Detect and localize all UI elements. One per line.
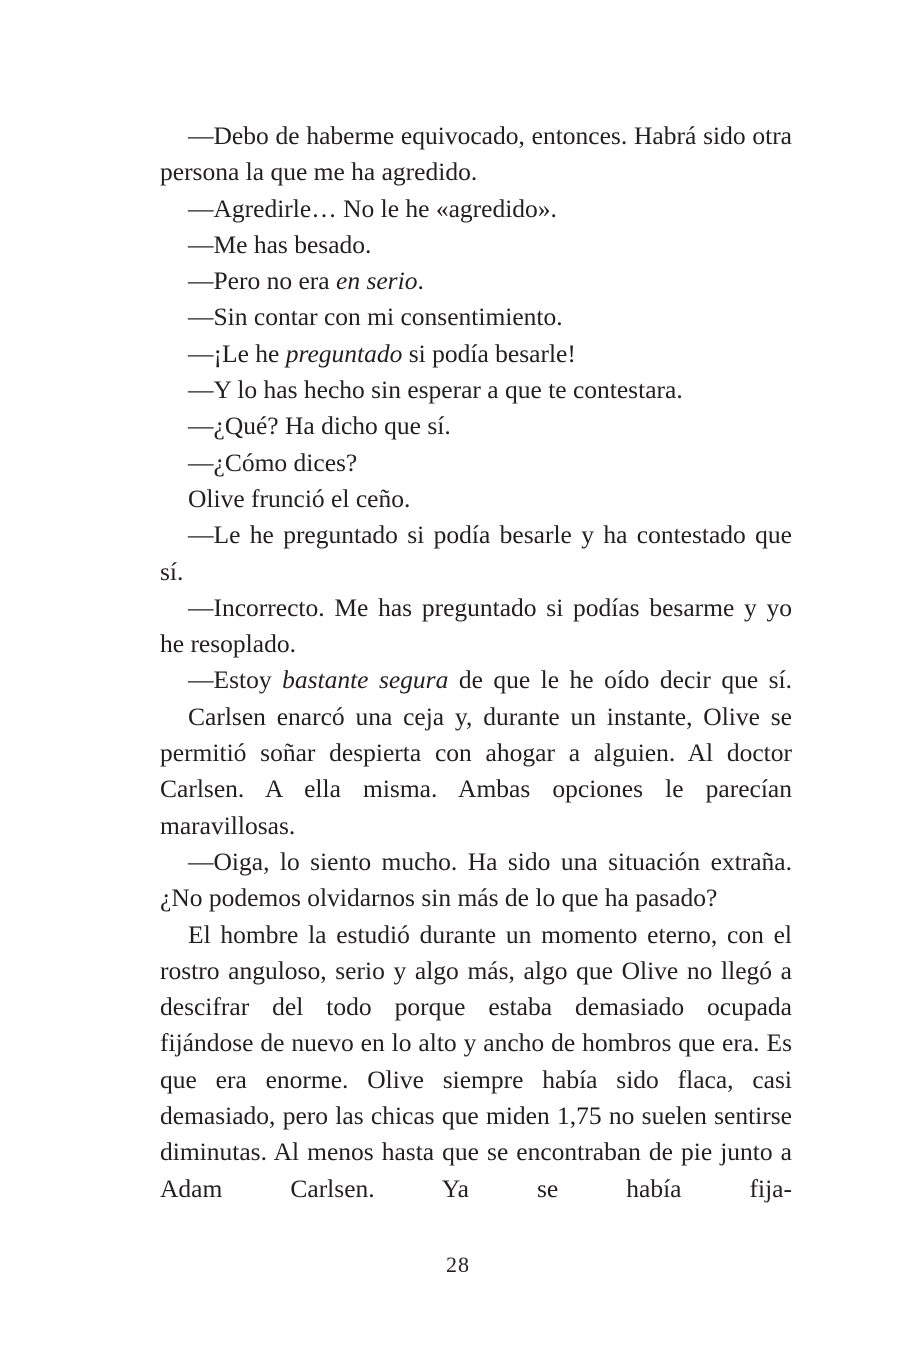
paragraph — [160, 517, 792, 590]
italic-text: bastante segura — [282, 665, 449, 695]
text-run: de que le he oído decir que sí. — [448, 665, 793, 695]
text-run: —Sin contar con mi consentimiento. — [188, 302, 563, 332]
text-run: —Agredirle… No le he «agredido». — [188, 193, 557, 223]
text-run: —¡Le he — [188, 338, 286, 368]
text-run: si podía besarle! — [402, 338, 576, 368]
italic-text: preguntado — [285, 338, 403, 368]
paragraph — [160, 481, 792, 517]
text-run: El hombre la estudió durante un momento eterno, con el rostro anguloso, serio y algo más, algo que Olive no llegó a descifrar del todo porque estaba demasiado ocupada fijándose de nuevo en lo alto y ancho de hombros que era. Es que era enorme. Olive siempre había sido flaca, casi demasiado, pero las chicas que miden 1,75 no suelen sentirse diminutas. Al menos hasta que se encontraban de pie junto a Adam Carlsen. Ya se había fija- — [160, 919, 792, 1203]
text-run: —Estoy — [188, 665, 283, 695]
text-run: —Oiga, lo siento mucho. Ha sido una situación extraña. ¿No podemos olvidarnos sin más de lo que ha pasado? — [160, 846, 792, 913]
paragraph — [160, 844, 792, 917]
paragraph — [160, 118, 792, 191]
page-number: 28 — [446, 1252, 470, 1277]
paragraph — [160, 917, 792, 1207]
text-run: —Pero no era — [188, 266, 336, 296]
text-run: —Le he preguntado si podía besarle y ha contestado que sí. — [160, 520, 792, 586]
paragraph — [160, 372, 792, 408]
paragraph — [160, 227, 792, 263]
text-run: Carlsen enarcó una ceja y, durante un instante, Olive se permitió soñar despierta con ahogar a alguien. Al doctor Carlsen. A ella misma. Ambas opciones le parecían maravillosas. — [160, 701, 792, 840]
paragraph — [160, 699, 792, 844]
paragraph — [160, 662, 792, 698]
text-run: —Debo de haberme equivocado, entonces. Habrá sido otra persona la que me ha agredido. — [160, 121, 792, 187]
text-run: . — [417, 266, 424, 296]
paragraph — [160, 336, 792, 372]
text-run: —Me has besado. — [188, 229, 372, 259]
paragraph — [160, 191, 792, 227]
paragraph — [160, 590, 792, 663]
paragraph — [160, 408, 792, 444]
text-run: —¿Cómo dices? — [188, 447, 358, 477]
paragraph — [160, 263, 792, 299]
text-run: —Y lo has hecho sin esperar a que te contestara. — [188, 375, 683, 405]
text-run: Olive frunció el ceño. — [188, 483, 411, 513]
body-text — [160, 118, 792, 1207]
paragraph — [160, 445, 792, 481]
text-run: —Incorrecto. Me has preguntado si podías besarme y yo he resoplado. — [160, 592, 792, 659]
paragraph — [160, 299, 792, 335]
italic-text: en serio — [336, 266, 418, 296]
text-run: —¿Qué? Ha dicho que sí. — [188, 411, 451, 441]
